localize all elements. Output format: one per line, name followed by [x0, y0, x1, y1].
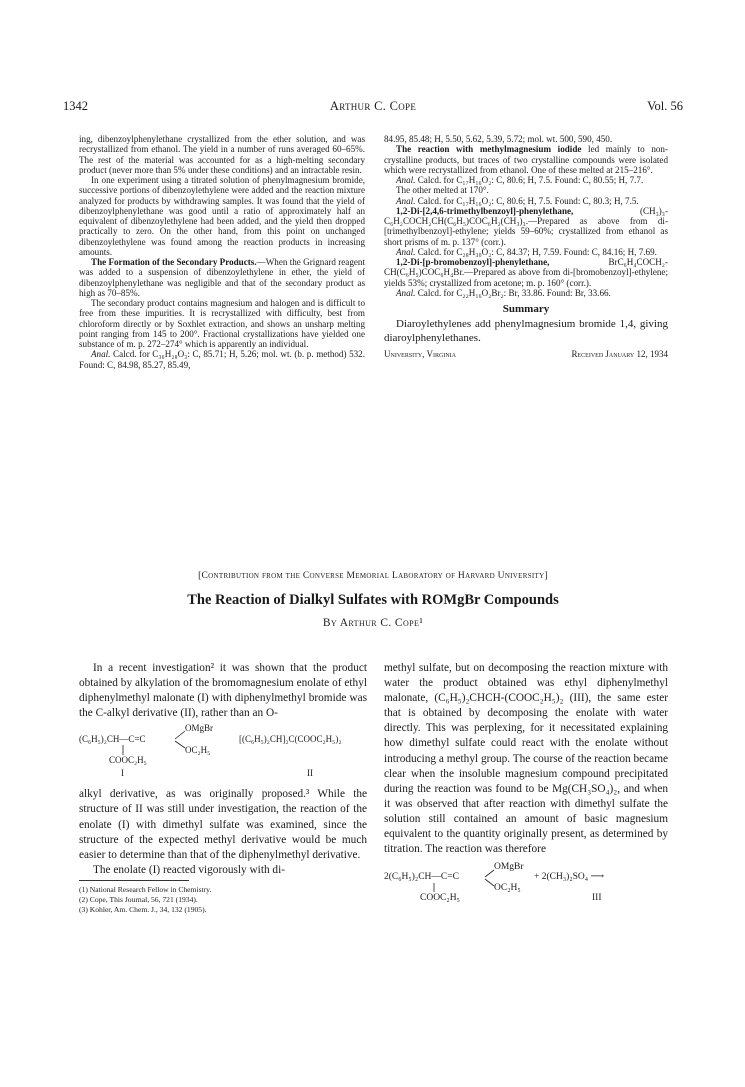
equation-left: 2(C₆H₅)₂CH—C=C [384, 872, 459, 883]
article-title: The Reaction of Dialkyl Sulfates with ROMgBr Compounds [187, 592, 559, 608]
analysis [384, 175, 668, 185]
volume-number: Vol. 56 [647, 99, 683, 113]
footnote: (2) Cope, This Journal, 56, 721 (1934). [79, 894, 198, 904]
running-header [63, 99, 683, 115]
paragraph: The secondary product contains magnesium and halogen and is difficult to free from these impurities. It is recrystallized with difficulty, best from chloroform directly or by Soxhlet extraction, and shows an unsharp melting point ranging from 145 to 200°. Fractional crystallizations have yielded one substance of m. p. 272–274° which is apparently an individual. [79, 298, 365, 349]
equation-label-III: III [592, 893, 602, 904]
analysis [384, 196, 668, 206]
reaction-equation [384, 861, 668, 909]
formula-label-II: II [307, 768, 313, 779]
byline: By Arthur C. Cope¹ [322, 617, 424, 629]
formula-oc2h5: OC₂H₅ [185, 745, 211, 756]
paragraph-text: led mainly to non-crystalline products, but traces of two crystalline compounds were isolated which were recrystallized from ethanol. One of these melted at 215–216°. [384, 144, 668, 175]
analysis [384, 247, 668, 257]
footnote: (1) National Research Fellow in Chemistry. [79, 884, 212, 894]
analysis-text: Calcd. for C₁₇H₁₆O₂: C, 80.6; H, 7.5. Found: C, 80.55; H, 7.7. [417, 175, 644, 185]
paragraph [384, 257, 668, 288]
affiliation-line [384, 349, 668, 359]
received-date: Received January 12, 1934 [571, 349, 668, 360]
compound-heading: 1,2-Di-[2,4,6-trimethylbenzoyl]-phenylethane, [396, 205, 574, 216]
paragraph-text: (CH₃)₃-C₆H₂COCH₂CH(C₆H₅)COC₆H₂(CH₃)₃.—Prepared as above from di-[trimethylbenzoyl]-ethylene; yields 59–60%; crystallized from ethanol as short prisms of m. p. 137° (corr.). [384, 205, 668, 247]
analysis-text: Calcd. for C₃₆H₂₈O₃: C, 85.71; H, 5.26; mol. wt. (b. p. method) 532. Found: C, 84.98, 85.27, 85.49, [79, 349, 365, 370]
paragraph: methyl sulfate, but on decomposing the reaction mixture with water the product obtained was ethyl diphenylmethyl malonate, (C₆H₅)₂CHCH-(COOC₂H₅)₂ (III), the same ester that is obtained by decomposing the enolate with water directly. This was perplexing, for it necessitated explaining how dimethyl sulfate could react with the enolate without introducing a methyl group. The course of the reaction became clear when the insoluble magnesium compound precipitated during the reaction was found to be Mg(CH₃SO₄)₂, and when it was observed that after reaction with dimethyl sulfate the solution still contained an amount of basic magnesium equivalent to the quantity originally present, as determined by titration. The reaction was therefore [384, 662, 668, 856]
footnotes [79, 885, 367, 915]
equation-oc2h5: OC₂H₅ [494, 883, 521, 894]
paragraph: ing, dibenzoylphenylethane crystallized from the ether solution, and was recrystallized from ethanol. The yield in a number of runs averaged 60–65%. The rest of the material was accounted for as a high-melting secondary product (never more than 5% under these conditions) and an intractable resin. [79, 134, 365, 175]
run-in-heading: The reaction with methylmagnesium iodide [396, 144, 582, 155]
paragraph: The enolate (I) reacted vigorously with di- [93, 863, 285, 876]
formula-cooc: COOC₂H₅ [109, 755, 147, 766]
paragraph-text: BrC₆H₄COCH₂-CH(C₆H₅)COC₆H₄Br.—Prepared as above from di-[bromobenzoyl]-ethylene; yields 53%; crystallized from acetone; m. p. 160° (corr.). [384, 257, 668, 288]
anal-label: Anal. [396, 287, 416, 298]
summary-heading: Summary [502, 303, 550, 315]
contribution-line: [Contribution from the Converse Memorial Laboratory of Harvard University] [198, 571, 548, 581]
paragraph [79, 257, 365, 298]
analysis-text: Calcd. for C₂₈H₃₀O₂: C, 84.37; H, 7.59. Found: C, 84.16; H, 7.69. [417, 246, 657, 257]
run-in-heading: The Formation of the Secondary Products. [91, 257, 257, 267]
footnote-rule [79, 880, 189, 881]
paragraph [384, 206, 668, 247]
paragraph: 84.95, 85.48; H, 5.50, 5.62, 5.39, 5.72; mol. wt. 500, 590, 450. [384, 134, 613, 144]
formula-left: (C₆H₅)₂CH—C=C [79, 734, 146, 745]
equation-cooc: COOC₂H₅ [420, 893, 460, 904]
equation-reagent: + 2(CH₃)₂SO₄ ⟶ [534, 872, 605, 883]
anal-label: Anal. [396, 175, 416, 185]
anal-label: Anal. [396, 246, 416, 257]
analysis [79, 349, 365, 370]
article-right-column [384, 661, 668, 909]
article-left-column [79, 661, 367, 915]
prev-article-left-column [79, 134, 365, 370]
affiliation: University, Virginia [384, 349, 456, 360]
summary-text: Diaroylethylenes add phenylmagnesium bromide 1,4, giving diaroylphenylethanes. [384, 318, 668, 344]
paragraph: The other melted at 170°. [396, 185, 489, 196]
prev-article-right-column [384, 134, 668, 360]
analysis [384, 288, 668, 298]
structural-formula-I-II [79, 723, 367, 783]
analysis-text: Calcd. for C₂₂H₁₆O₂Br₂: Br, 33.86. Found: Br, 33.66. [417, 287, 611, 298]
formula-II: [(C₆H₅)₂CH]₂C(COOC₂H₅)₂ [239, 734, 342, 745]
paragraph-text: —When the Grignard reagent was added to a suspension of dibenzoylethylene in ether, the yield of dibenzoylphenylethane was negligible and that of the secondary product as high as 70–85%. [79, 257, 365, 298]
paragraph [384, 144, 668, 175]
analysis-text: Calcd. for C₁₇H₁₆O₂: C, 80.6; H, 7.5. Found: C, 80.3; H, 7.5. [417, 195, 639, 206]
anal-label: Anal. [396, 195, 416, 206]
footnote: (3) Kohler, Am. Chem. J., 34, 132 (1905). [79, 904, 207, 914]
paragraph: alkyl derivative, as was originally proposed.³ While the structure of II was still under investigation, the reaction of the enolate (I) with dimethyl sulfate was examined, since the structure of the expected methyl derivative would be much easier to determine than that of the diphenylmethyl derivative. [79, 788, 367, 861]
compound-heading: 1,2-Di-[p-bromobenzoyl]-phenylethane, [396, 257, 550, 267]
equation-omgbr: OMgBr [494, 862, 524, 873]
formula-label-I: I [121, 768, 124, 779]
page-number: 1342 [63, 99, 88, 113]
paragraph: In one experiment using a titrated solution of phenylmagnesium bromide, successive portions of dibenzoylethylene were added and the reaction mixture analyzed for products by withdrawing samples. It was found that the yield of dibenzoylphenylethane was good until a ratio of approximately half an equivalent of dibenzoylethylene had been added, and the yield then dropped practically to zero. On the other hand, from this point on unchanged dibenzoylethylene was found among the reaction products in increasing amounts. [79, 175, 365, 257]
paragraph: In a recent investigation² it was shown that the product obtained by alkylation of the bromomagnesium enolate of ethyl diphenylmethyl malonate (I) with diphenylmethyl bromide was the C-alkyl derivative (II), rather than an O- [79, 662, 367, 720]
formula-omgbr: OMgBr [185, 723, 214, 734]
running-author: Arthur C. Cope [329, 99, 417, 113]
anal-label: Anal. [91, 349, 111, 360]
